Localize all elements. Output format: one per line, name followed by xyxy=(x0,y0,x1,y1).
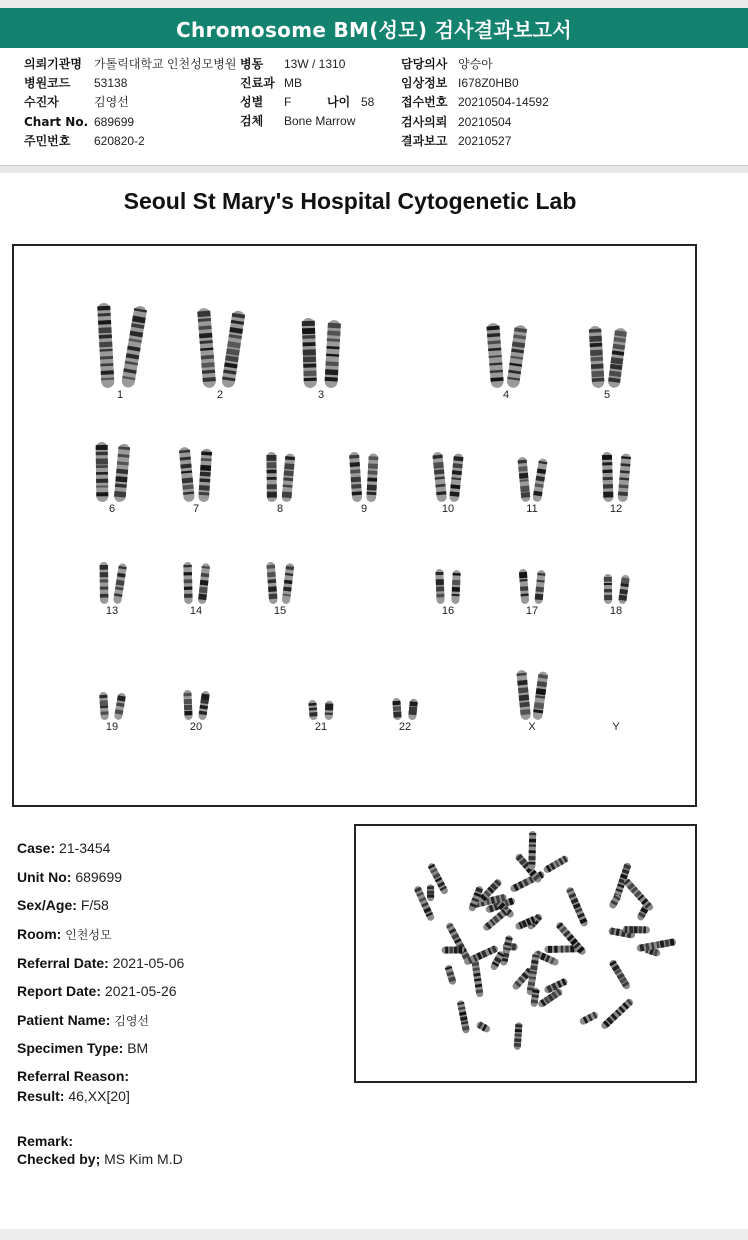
receipt-label: 접수번호 xyxy=(401,95,448,109)
chromosome xyxy=(435,569,444,604)
chromosome xyxy=(451,570,461,604)
age-label: 나이 xyxy=(327,95,351,109)
chromosome-pair xyxy=(183,562,210,617)
checked-value: MS Kim M.D xyxy=(104,1151,183,1167)
chromosome-pair xyxy=(516,670,548,733)
metaphase-chromosome xyxy=(514,915,537,930)
bottom-strip xyxy=(0,1229,748,1240)
metaphase-chromosome xyxy=(600,997,634,1030)
chromosome-label: 17 xyxy=(525,605,539,617)
chromosome-label: 10 xyxy=(441,503,455,515)
chromosome xyxy=(114,692,127,720)
remark-label: Remark: xyxy=(17,1133,74,1149)
sex-value: F xyxy=(284,95,292,109)
chromosome xyxy=(266,562,277,605)
case-row xyxy=(17,840,110,856)
chromosome xyxy=(519,569,530,604)
chromosome xyxy=(96,442,109,502)
chromosome-label: 16 xyxy=(441,605,455,617)
chromosome xyxy=(516,670,531,721)
sexage-label: Sex/Age: xyxy=(17,897,77,913)
chromosome xyxy=(604,574,612,604)
case-label: Case: xyxy=(17,840,56,856)
chromosome-label: 6 xyxy=(108,503,116,515)
metaphase-chromosome xyxy=(622,877,654,912)
chromosome-label: 2 xyxy=(216,389,224,401)
id-value: 620820-2 xyxy=(94,134,145,148)
chromosome xyxy=(179,447,195,503)
checked-label: Checked by; xyxy=(17,1151,101,1167)
receipt-field xyxy=(401,94,549,110)
chromosome-pair xyxy=(519,569,546,617)
id-label: 주민번호 xyxy=(24,134,71,148)
sexage-value: F/58 xyxy=(80,897,109,913)
chromosome xyxy=(589,326,605,389)
chromosome-label: 9 xyxy=(360,503,368,515)
department-value: MB xyxy=(284,76,302,90)
result-report-field xyxy=(401,133,511,149)
chromosome-pair xyxy=(308,700,333,733)
chromosome xyxy=(532,671,548,720)
metaphase-chromosome xyxy=(427,884,434,901)
chromosome xyxy=(349,452,362,503)
report-date-label: Report Date: xyxy=(17,983,102,999)
chromosome xyxy=(183,690,192,720)
chromosome xyxy=(324,320,341,389)
institution-label: 의뢰기관명 xyxy=(24,57,82,71)
chromosome-label: 8 xyxy=(276,503,284,515)
doctor-field xyxy=(401,56,493,72)
metaphase-chromosome xyxy=(623,926,650,933)
room-row xyxy=(17,926,112,943)
result-label: Result: xyxy=(17,1088,65,1104)
chromosome-pair xyxy=(302,318,341,401)
chromosome-pair xyxy=(435,569,460,617)
institution-field xyxy=(24,56,236,72)
metaphase-chromosome xyxy=(457,1000,470,1034)
referral-date-row xyxy=(17,955,184,971)
metaphase-chromosome xyxy=(528,831,536,870)
department-label: 진료과 xyxy=(240,76,275,90)
report-date-row xyxy=(17,983,177,999)
metaphase-chromosome xyxy=(445,921,471,962)
chromosome-pair xyxy=(96,442,131,515)
referral-reason-row xyxy=(17,1068,129,1084)
specimen-type-label: Specimen Type: xyxy=(17,1040,124,1056)
chromosome xyxy=(114,443,131,502)
result-row xyxy=(17,1088,130,1104)
hospital-code-label: 병원코드 xyxy=(24,76,71,90)
doctor-label: 담당의사 xyxy=(401,57,448,71)
chromosome xyxy=(302,318,317,388)
chromosome-pair xyxy=(432,452,464,515)
chromosome-pair xyxy=(604,574,630,617)
sex-label: 성별 xyxy=(240,95,264,109)
chromosome-pair xyxy=(99,692,126,733)
chromosome xyxy=(449,453,464,502)
chromosome-pair xyxy=(266,562,294,617)
metaphase-chromosome xyxy=(542,855,569,875)
chromosome xyxy=(325,700,334,720)
page-title-text: Chromosome BM(성모) 검사결과보고서 xyxy=(176,17,572,42)
specimen-label: 검체 xyxy=(240,114,264,128)
metaphase-chromosome xyxy=(482,908,509,932)
chromosome-pair xyxy=(602,452,631,515)
result-report-label: 결과보고 xyxy=(401,134,448,148)
age-field xyxy=(327,94,374,110)
metaphase-chromosome xyxy=(608,959,631,991)
chromosome xyxy=(198,448,212,502)
chromosome xyxy=(534,570,545,605)
doctor-value: 양승아 xyxy=(458,57,493,71)
unit-value: 689699 xyxy=(75,869,123,885)
case-value: 21-3454 xyxy=(59,840,111,856)
chromosome xyxy=(99,692,109,720)
metaphase-chromosome xyxy=(566,886,589,927)
clinical-field xyxy=(401,75,519,91)
chromosome xyxy=(266,452,277,502)
karyotype-image xyxy=(12,244,697,807)
patient-info-panel xyxy=(0,48,748,166)
chromosome-label: 18 xyxy=(609,605,623,617)
chromosome xyxy=(607,327,627,388)
chromosome xyxy=(392,698,402,721)
metaphase-image xyxy=(354,824,697,1083)
top-strip xyxy=(0,0,748,8)
metaphase-figure xyxy=(356,826,695,1081)
chromosome-label: 15 xyxy=(273,605,287,617)
remark-row xyxy=(17,1133,73,1149)
ward-label: 병동 xyxy=(240,57,264,71)
patient-field xyxy=(24,94,129,110)
chromosome-pair xyxy=(486,323,527,401)
chromosome xyxy=(197,308,216,389)
checked-row xyxy=(17,1151,183,1167)
chromosome xyxy=(282,563,295,604)
chromosome-label: Y xyxy=(612,721,620,733)
room-value: 인천성모 xyxy=(65,928,112,942)
specimen-type-value: BM xyxy=(127,1040,149,1056)
patient-name-label: Patient Name: xyxy=(17,1012,111,1028)
chromosome xyxy=(121,305,148,388)
hospital-code-value: 53138 xyxy=(94,76,128,90)
chromosome-label: 3 xyxy=(317,389,325,401)
chromosome-pair xyxy=(97,303,147,401)
chromosome-pair xyxy=(197,308,246,401)
patient-value: 김영선 xyxy=(94,95,129,109)
chromosome xyxy=(517,457,530,503)
chromosome-label: 12 xyxy=(609,503,623,515)
department-field xyxy=(240,75,302,91)
receipt-value: 20210504-14592 xyxy=(458,95,549,109)
chromosome xyxy=(618,574,630,604)
metaphase-chromosome xyxy=(442,946,465,953)
chart-label: Chart No. xyxy=(24,115,89,129)
chromosome-label: 21 xyxy=(314,721,328,733)
chromosome-label: 22 xyxy=(398,721,412,733)
chromosome-label: 4 xyxy=(502,389,510,401)
chromosome-label: 11 xyxy=(526,503,538,515)
metaphase-chromosome xyxy=(475,1020,491,1033)
result-value: 46,XX[20] xyxy=(68,1088,130,1104)
metaphase-chromosome xyxy=(444,964,457,985)
patient-label: 수진자 xyxy=(24,95,59,109)
metaphase-chromosome xyxy=(514,1022,523,1050)
chromosome xyxy=(366,453,378,502)
chart-field xyxy=(24,114,134,130)
chromosome xyxy=(506,324,527,388)
specimen-field xyxy=(240,113,355,129)
ward-value: 13W / 1310 xyxy=(284,57,346,71)
sexage-row xyxy=(17,897,109,913)
chromosome xyxy=(308,700,318,721)
chromosome-label: 7 xyxy=(192,503,200,515)
unit-row xyxy=(17,869,122,885)
chromosome-label: 5 xyxy=(603,389,611,401)
request-field xyxy=(401,114,511,130)
chromosome xyxy=(432,452,447,503)
chromosome-label: 14 xyxy=(189,605,203,617)
request-value: 20210504 xyxy=(458,115,512,129)
chromosome xyxy=(97,303,115,389)
chromosome xyxy=(113,563,127,605)
ward-field xyxy=(240,56,345,72)
page-title xyxy=(0,8,748,48)
patient-name-row xyxy=(17,1012,149,1029)
institution-value: 가톨릭대학교 인천성모병원 xyxy=(94,57,237,71)
chromosome xyxy=(198,690,210,720)
room-label: Room: xyxy=(17,926,62,942)
unit-label: Unit No: xyxy=(17,869,72,885)
specimen-type-row xyxy=(17,1040,148,1056)
specimen-value: Bone Marrow xyxy=(284,114,356,128)
chromosome-pair xyxy=(517,457,547,515)
chromosome xyxy=(198,563,211,604)
karyotype-figure xyxy=(14,246,695,805)
chromosome xyxy=(281,453,295,502)
chromosome xyxy=(602,452,614,502)
referral-date-label: Referral Date: xyxy=(17,955,109,971)
sex-field xyxy=(240,94,291,110)
request-label: 검사의뢰 xyxy=(401,115,448,129)
section-divider xyxy=(0,165,748,173)
lab-title: Seoul St Mary's Hospital Cytogenetic Lab xyxy=(123,188,577,214)
chromosome xyxy=(617,453,631,502)
chromosome-label: 19 xyxy=(105,721,119,733)
chromosome xyxy=(221,310,246,389)
chromosome-pair xyxy=(589,326,628,401)
chromosome-pair xyxy=(392,698,418,733)
referral-date-value: 2021-05-06 xyxy=(112,955,185,971)
chromosome xyxy=(532,458,548,502)
chromosome-pair xyxy=(183,690,210,733)
chromosome-label: 1 xyxy=(116,389,124,401)
clinical-value: I678Z0HB0 xyxy=(458,76,519,90)
id-field xyxy=(24,133,145,149)
age-value: 58 xyxy=(361,95,375,109)
chromosome xyxy=(100,562,109,604)
report-date-value: 2021-05-26 xyxy=(104,983,177,999)
chromosome-pair xyxy=(179,447,213,515)
result-report-value: 20210527 xyxy=(458,134,512,148)
patient-name-value: 김영선 xyxy=(114,1014,150,1028)
chromosome-pair xyxy=(612,721,620,733)
chromosome xyxy=(183,562,192,604)
metaphase-chromosome xyxy=(579,1011,600,1026)
metaphase-chromosome xyxy=(500,935,513,967)
chromosome-label: 20 xyxy=(189,721,203,733)
chromosome-pair xyxy=(100,562,128,617)
chromosome-pair xyxy=(349,452,379,515)
chromosome-label: 13 xyxy=(105,605,119,617)
chromosome-pair xyxy=(266,452,295,515)
chromosome xyxy=(408,698,418,720)
chart-value: 689699 xyxy=(94,115,135,129)
clinical-label: 임상정보 xyxy=(401,76,448,90)
hospital-code-field xyxy=(24,75,127,91)
chromosome-label: X xyxy=(528,721,536,733)
referral-reason-label: Referral Reason: xyxy=(17,1068,130,1084)
chromosome xyxy=(486,323,504,389)
